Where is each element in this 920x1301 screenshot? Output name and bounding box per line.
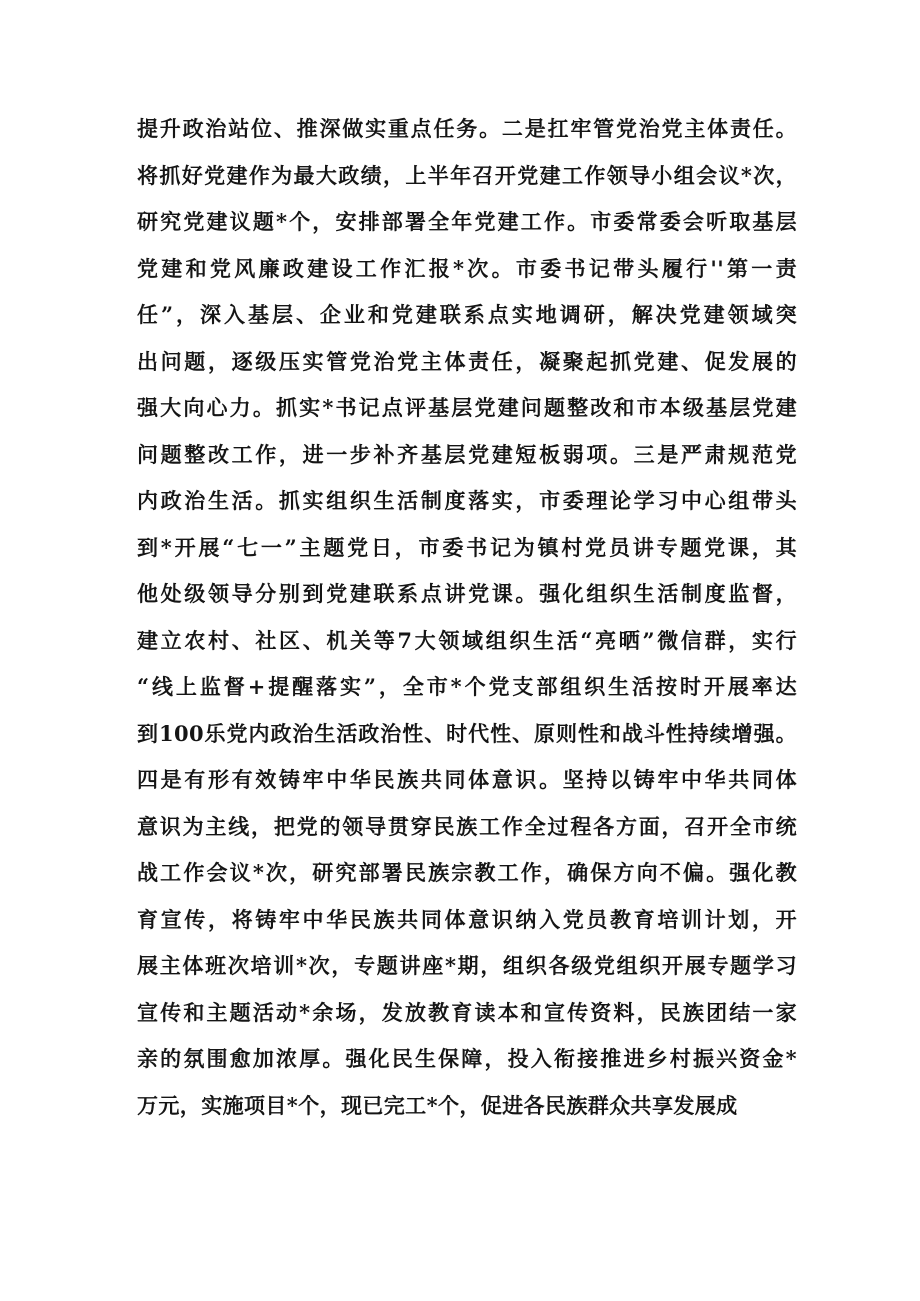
text-line: 建立农村、社区、机关等7大领域组织生活“亮晒”微信群，实行: [137, 627, 797, 653]
text-line: 到*开展“七一”主题党日，市委书记为镇村党员讲专题党课，其: [137, 534, 797, 560]
text-line: “线上监督+提醒落实”，全市*个党支部组织生活按时开展率达: [137, 674, 797, 699]
text-line: 意识为主线，把党的领导贯穿民族工作全过程各方面，召开全市统: [137, 813, 797, 839]
text-line: 问题整改工作，进一步补齐基层党建短板弱项。三是严肃规范党: [137, 441, 797, 467]
text-line: 内政治生活。抓实组织生活制度落实，市委理论学习中心组带头: [137, 488, 797, 513]
text-line: 研究党建议题*个，安排部署全年党建工作。市委常委会听取基层: [137, 209, 797, 234]
text-line: 将抓好党建作为最大政绩，上半年召开党建工作领导小组会议*次，: [137, 162, 797, 188]
body-text: [137, 106, 797, 1129]
text-line: 四是有形有效铸牢中华民族共同体意识。坚持以铸牢中华共同体: [137, 767, 797, 792]
text-line: 他处级领导分别到党建联系点讲党课。强化组织生活制度监督，: [137, 581, 797, 606]
text-line: 强大向心力。抓实*书记点评基层党建问题整改和市本级基层党建: [137, 395, 797, 420]
text-line: 战工作会议*次，研究部署民族宗教工作，确保方向不偏。强化教: [137, 860, 797, 885]
text-line: 任”，深入基层、企业和党建联系点实地调研，解决党建领域突: [137, 302, 797, 327]
text-line: 宣传和主题活动*余场，发放教育读本和宣传资料，民族团结一家: [137, 999, 797, 1025]
text-line: 提升政治站位、推深做实重点任务。二是扛牢管党治党主体责任。: [137, 116, 797, 141]
text-line: 展主体班次培训*次，专题讲座*期，组织各级党组织开展专题学习: [137, 953, 797, 978]
text-line: 亲的氛围愈加浓厚。强化民生保障，投入衔接推进乡村振兴资金*: [137, 1046, 797, 1071]
text-line: 万元，实施项目*个，现已完工*个，促进各民族群众共享发展成: [137, 1092, 738, 1118]
text-line: 育宣传，将铸牢中华民族共同体意识纳入党员教育培训计划，开: [137, 906, 797, 932]
text-line: 到100乐党内政治生活政治性、时代性、原则性和战斗性持续增强。: [137, 720, 797, 746]
text-line: 出问题，逐级压实管党治党主体责任，凝聚起抓党建、促发展的: [137, 348, 797, 374]
text-line: 党建和党风廉政建设工作汇报*次。市委书记带头履行''第一责: [137, 255, 797, 281]
